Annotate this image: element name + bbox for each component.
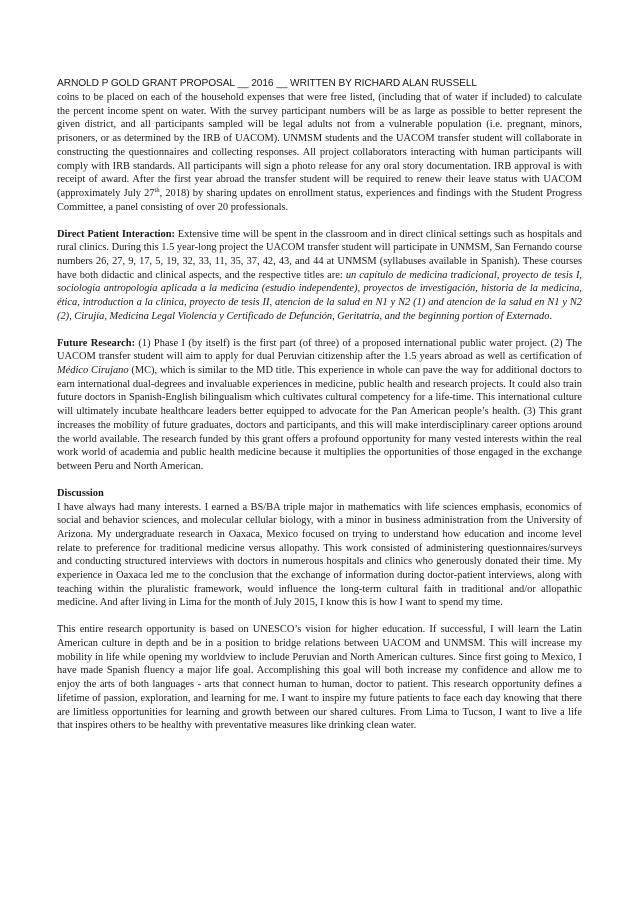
- medico-cirujano-title: Médico Cirujano: [57, 365, 129, 377]
- direct-patient-paragraph: [57, 228, 582, 324]
- course-titles: un capítulo de medicina tradicional, proyecto de tesis I, sociología antropología aplicada a la medicina (estudio independente), proyectos de investigación, historia de la medicina, ética, introduction a la clinica, proyecto de tesis II, atencion de la salud en N1 y N2 (1) and atencion de la salud en N1 y N2 (2), Cirujía, Medicina Legal Violencía y Certificado de Defunción, Geritatría, and the beginning portion of Externado: [57, 269, 583, 322]
- intro-paragraph: [57, 91, 582, 214]
- intro-text-1: coins to be placed on each of the household expenses that were free listed, (including that of water if included) to calculate the percent income spent on water. With the survey participant numbers will be as large as possible to better represent the given district, and all participants sampled will be legal adults not from a vulnerable population (i.e. pregnant, minors, prisoners, or as determined by the IRB of UACOM). UNMSM students and the UACOM transfer student will collaborate in constructing the questionnaires and collecting responses. All project collaborators interacting with human participants will comply with IRB standards. All participants will sign a photo release for any oral story documentation. IRB approval is with receipt of award. After the first year abroad the transfer student will be required to renew their leave status with UACOM (approximately July 27: [57, 92, 582, 199]
- paragraph-gap: [57, 323, 582, 336]
- direct-patient-lead: Direct Patient Interaction:: [57, 228, 175, 240]
- future-research-lead: Future Research:: [57, 337, 136, 349]
- paragraph-gap: [57, 474, 582, 487]
- future-research-body-2: (MC), which is similar to the MD title. This experience in whole can pave the way for additional doctors to earn international dual-degrees and invaluable experiences in medicine, public health and research projects. It could also train future doctors in Spanish-English bilingualism which cultivates cultural competency for a life-time. This international culture will ultimately incubate healthcare leaders better equipped to advocate for the Pan American people’s health. (3) This grant increases the mobility of future graduates, doctors and participants, and this will make interdisciplinary career options around the world available. The research funded by this grant offers a profound opportunity for many vested interests within the real work world of academia and public health medicine because it multiplies the opportunities of those engaged in the exchange between Peru and North American.: [57, 365, 582, 472]
- discussion-heading: Discussion: [57, 487, 104, 499]
- future-research-body-1: (1) Phase I (by itself) is the first part (of three) of a proposed international public water project. (2) The UACOM transfer student will aim to apply for dual Peruvian citizenship after the 1.5 years abroad as well as certification of: [57, 337, 582, 363]
- paragraph-gap: [57, 214, 582, 227]
- discussion-paragraph-2: This entire research opportunity is based on UNESCO’s vision for higher education. If successful, I will learn the Latin American culture in depth and be in a position to bridge relations between UACOM and UNMSM. This will increase my mobility in life while opening my worldview to include Peruvian and North American cultures. Since first going to Mexico, I have made Spanish fluency a major life goal. Accomplishing this goal will both increase my confidence and allow me to enjoy the arts of both languages - arts that connect human to human, doctor to patient. This research opportunity defines a lifetime of passion, exploration, and learning for me. I want to inspire my future patients to face each day knowing that there are limitless opportunities for learning and growth between our shared cultures. From Lima to Tucson, I want to live a life that inspires others to be healthy with preventative measures like drinking clean water.: [57, 624, 582, 732]
- paragraph-gap: [57, 610, 582, 623]
- intro-text-2: , 2018) by sharing updates on enrollment status, experiences and findings with the Student Progress Committee, a panel consisting of over 20 professionals.: [57, 187, 582, 213]
- direct-patient-end: .: [549, 310, 553, 322]
- direct-patient-body: Extensive time will be spent in the classroom and in direct clinical settings such as hospitals and rural clinics. During this 1.5 year-long project the UACOM transfer student will participate in UNMSM, San Fernando course numbers 26, 27, 9, 17, 5, 19, 32, 33, 11, 35, 37, 42, 43, and 44 at UNMSM (syllabuses available in Spanish). These courses have both didactic and clinical aspects, and the respective titles are:: [57, 228, 582, 281]
- page-header: ARNOLD P GOLD GRANT PROPOSAL __ 2016 __ WRITTEN BY RICHARD ALAN RUSSELL: [57, 78, 477, 89]
- future-research-paragraph: [57, 337, 582, 474]
- ordinal-superscript: th: [154, 186, 160, 194]
- discussion-paragraph-1: I have always had many interests. I earned a BS/BA triple major in mathematics with life sciences emphasis, economics of social and behavior sciences, and molecular cellular biology, with a minor in business administration from the University of Arizona. My undergraduate research in Oaxaca, Mexico focused on trying to understand how education and income level relate to preference for traditional medicine versus allopathy. This work consisted of administering questionnaires/surveys and conducting structured interviews with doctors in numerous hospitals and clinics who generously donated their time. My experience in Oaxaca led me to the conclusion that the exchange of information during doctor-patient interviews, along with teaching within the pluralistic framework, would influence the long-term cultural faith in traditional and/or allopathic medicine. And after living in Lima for the month of July 2015, I know this is how I want to spend my time.: [57, 501, 582, 609]
